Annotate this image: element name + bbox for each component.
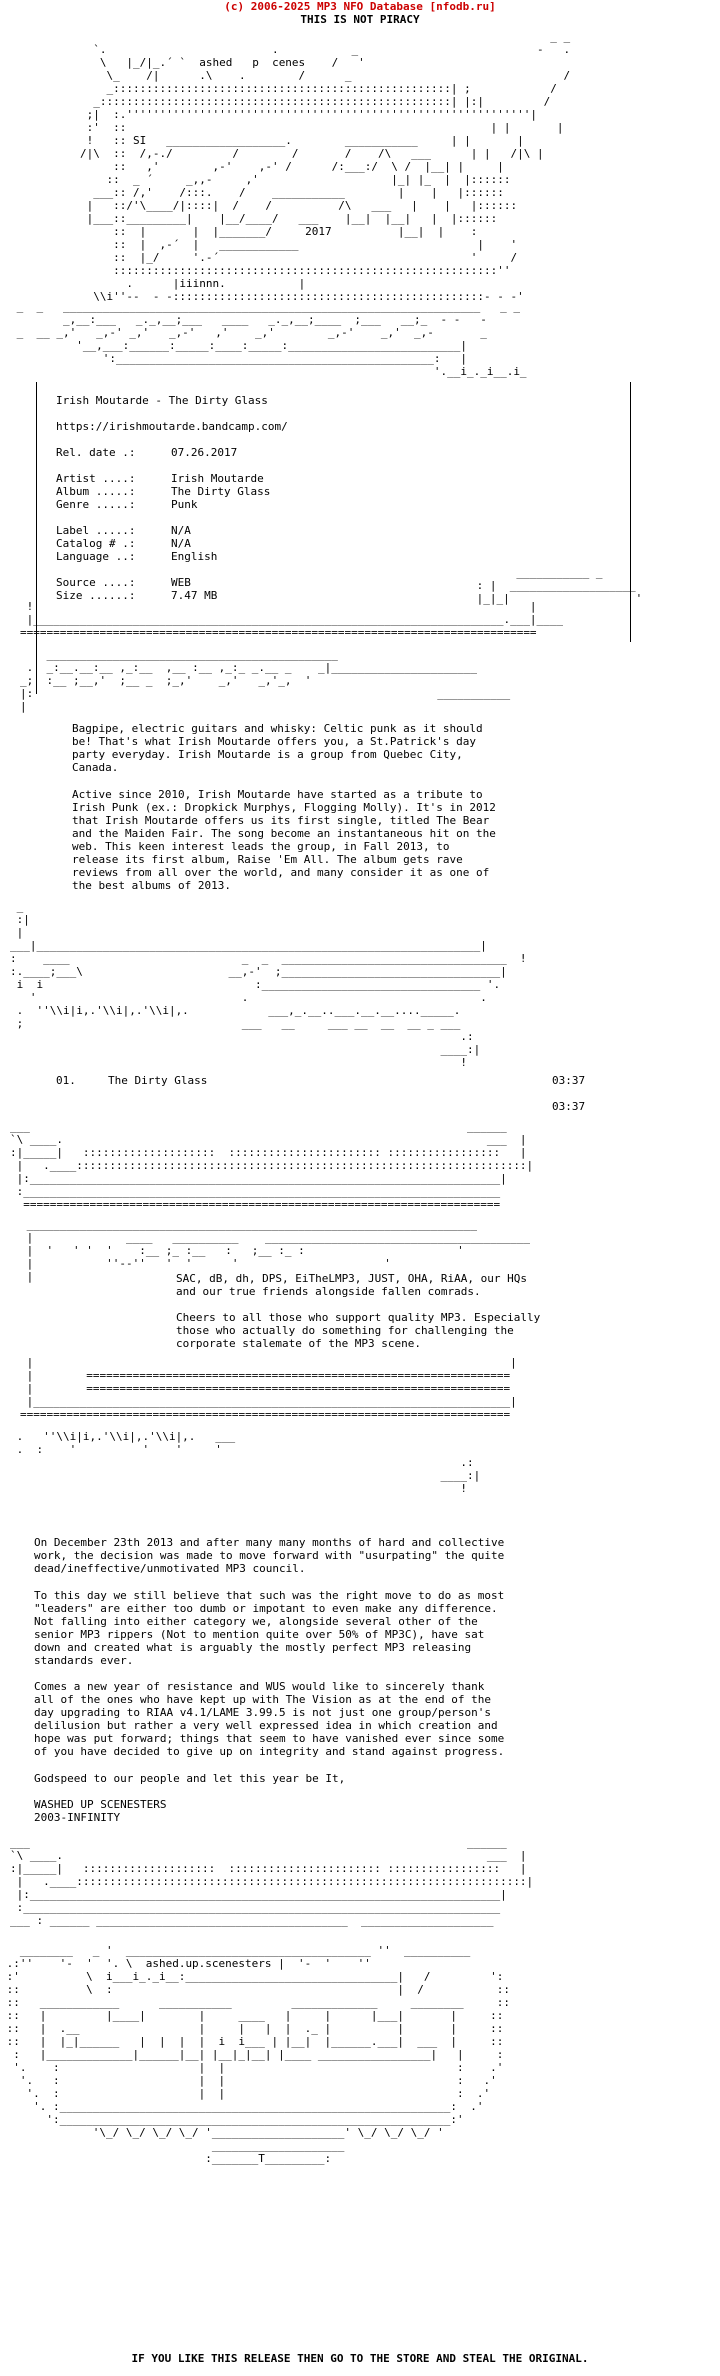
total-time: 03:37 xyxy=(552,1100,586,1113)
track-number: 01. xyxy=(56,1074,76,1087)
copyright-banner: (c) 2006-2025 MP3 NFO Database [nfodb.ru] xyxy=(224,0,496,13)
signature-group: WASHED UP SCENESTERS xyxy=(34,1798,167,1811)
source-value: WEB xyxy=(171,576,191,589)
description-banner-art: ____________________________________________ . _:__.__:__ ,_:__ ,__ :__ ,_:_ _.__ _ _|______________________ _; :__ ;__,' ;__ _ ;_,' _,' _,'_, ' |: ___________ | xyxy=(20,648,511,713)
info-box-bottom-art: ! | |_______________________________________________________________________.___|____ ============================================================================== xyxy=(20,600,564,639)
bottom-logo-letter: T xyxy=(258,2152,265,2165)
artist-row xyxy=(56,472,264,485)
piracy-notice: THIS IS NOT PIRACY xyxy=(300,13,420,26)
signature-years: 2003-INFINITY xyxy=(34,1811,121,1824)
artist-value: Irish Moutarde xyxy=(171,472,264,485)
top-logo-art: _ _ `. . _ - . \ |_/|_.´ ` ashed p cenes / ' \_ /| .\ . / _ / _:::::::::::::::::::::::::::::::::::::::::::::::::::| ; / _:::::::::::::::::::::::::::::::::::::::::::::::::::::| |:| / ;| :.'''''''''''''''''''''''''''''''''''''''''''''''''''''''''''''| :' :: | | | ! :: SI __________________. ___________ | | | /|\ :: /,-./ / / / /\ ___ | | /|\ | :: ,' ,-' ,-' / /:___:/ \ / |__| | | :: _ ´ _,,- ,' |_| |_ | |:::::: ___:: /,' /:::. / ___________ | | |:::::: | ::/'\____/|::::| / / /\ ___ | | |:::::: |___::_________| |__/____/ ___ |__| |__| | |:::::: :: | | |_______/ 2017 |__| | : :: | ,-´ | ____________ | ' :: |_/ '.-´ ' / ::::::::::::::::::::::::::::::::::::::::::::::::::::::::::'' . |iiinnn. | \\i''-- - -:::::::::::::::::::::::::::::::::::::::::::::::- - -' xyxy=(80,30,571,303)
label-value: N/A xyxy=(171,524,191,537)
logo-banner: ashed p cenes xyxy=(199,56,306,69)
manifesto-bottom-art: ___ ______ `\ ____. ___ | :|_____| :::::::::::::::::::: ::::::::::::::::::::::: ::::::::::::::::: | | .____::::::::::::::::::::::::::::::::::::::::::::::::::::::::::::::::::::| |:_______________________________________________________________________| :________________________________________________________________________ ___ : ______ ______________________________________ ____________________ xyxy=(10,1836,534,1927)
genre-value: Punk xyxy=(171,498,198,511)
description-paragraph-2: Active since 2010, Irish Moutarde have started as a tribute to Irish Punk (ex.: Dropkick Murphys, Flogging Molly). It's in 2012 that Irish Moutarde offers us its first single, titled The Bear and the Maiden Fair. The song become an instantaneous hit on the web. This keen interest leads the group, in Fall 2013, to release its first album, Raise 'Em All. The album gets rave reviews from all over the world, and many consider it as one of the best albums of 2013. xyxy=(72,788,496,892)
bottom-logo-art: ________ _ ' _____________________________________ '' __________ .:'' '- ' '. \ ashed.up.scenesters | '- ' '' :' \ i___i_._i__:________________________________| / ': :: \ : | / :: :: ____________ ___________ _____________ ________ :: :: | |____| | ____ | | |___| | :: :: | .__ | | | | ._ | | | :: :: | |_|______ | | | | i i___ | |__| |______.___| ___ | :: : |_____________|______|__| |__|_|__| |____ _________________| | : '. : | | : .' '. : | | : .' '. : | | : .' '. :___________________________________________________________: .' ':___________________________________________________________:' '\_/ \_/ \_/ \_/ '____________________' \_/ \_/ \_/ ' ____________________ :_______T_________: xyxy=(6,1944,510,2165)
release-url[interactable]: https://irishmoutarde.bandcamp.com/ xyxy=(56,420,288,433)
track-time: 03:37 xyxy=(552,1074,586,1087)
description-paragraph-1: Bagpipe, electric guitars and whisky: Celtic punk as it should be! That's what Irish Moutarde offers you, a St.Patrick's day party everyday. Irish Moutarde is a group from Quebec City, Canada. xyxy=(72,722,483,774)
size-label: Size ......: xyxy=(56,589,136,602)
label-label: Label .....: xyxy=(56,524,136,537)
rel-date-row xyxy=(56,446,237,459)
catalog-value: N/A xyxy=(171,537,191,550)
info-box-corner-art: ___________ _ : | ___________________ |_|_| ' xyxy=(476,566,643,605)
greets-paragraph-2: Cheers to all those who support quality MP3. Especially those who actually do something for challenging the corporate stalemate of the MP3 scene. xyxy=(176,1311,541,1350)
genre-label: Genre .....: xyxy=(56,498,136,511)
source-label: Source ....: xyxy=(56,576,136,589)
description-bottom-art: _ :| | ___|___________________________________________________________________| : ____ _ _ __________________________________ ! :.____;___\ __,-' ;_________________________________| i i :_________________________________ '. ' . . . ''\\i|i,.'\\i|,.'\\i|,. ___,_.__..___.__.__...._____. ; ___ __ ___ __ __ __ _ ___ .: ____:| ! xyxy=(10,900,527,1069)
language-row xyxy=(56,550,217,563)
release-title: Irish Moutarde - The Dirty Glass xyxy=(56,394,268,407)
greets-banner-art: ____________________________________________________________________ | ____ __________ ________________________________________ | ' ' ' ' :__ ;_ :__ : ;__ :_ : ' | ''--'' ' ' ' ' | xyxy=(26,1218,530,1283)
rel-date-label: Rel. date .: xyxy=(56,446,136,459)
manifesto-paragraph-4: Godspeed to our people and let this year be It, xyxy=(34,1772,346,1785)
source-row xyxy=(56,576,191,589)
track-title: The Dirty Glass xyxy=(108,1074,208,1087)
artist-label: Artist ....: xyxy=(56,472,136,485)
album-value: The Dirty Glass xyxy=(171,485,271,498)
logo-year: 2017 xyxy=(305,225,332,238)
album-row xyxy=(56,485,270,498)
release-banner-art: _ _ _______________________________________________________________ _ _ _,__:___ _._,__;___ ____ _._,__;____ ;___ __;_ - - - _ __ _,' _,-' _,' _,-' ,' _,' _,-' _,' _,- _ '__,___:______:_____:____:_____:__________________________| ':________________________________________________: | '.__i_._i__.i_ xyxy=(16,300,527,378)
catalog-label: Catalog # .: xyxy=(56,537,136,550)
rel-date-value: 07.26.2017 xyxy=(171,446,238,459)
genre-row xyxy=(56,498,198,511)
tracklist-bottom-art: ___ ______ `\ ____. ___ | :|_____| :::::::::::::::::::: ::::::::::::::::::::::: ::::::::::::::::: | | .____::::::::::::::::::::::::::::::::::::::::::::::::::::::::::::::::::::| |:_______________________________________________________________________| :________________________________________________________________________ ======================================================================== xyxy=(10,1120,534,1211)
language-value: English xyxy=(171,550,218,563)
greets-bottom-art: | | | ================================================================ | ================================================================ |________________________________________________________________________| ========================================================================== xyxy=(20,1356,517,1421)
size-value: 7.47 MB xyxy=(171,589,218,602)
manifesto-paragraph-3: Comes a new year of resistance and WUS would like to sincerely thank all of the ones who have kept up with The Vision as at the end of the day upgrading to RIAA v4.1/LAME 3.99.5 is not just one group/person's delilusion but rather a very well expressed idea in which creation and hope was put forward; things that seem to have vanished ever since some of you have decided to give up on integrity and stand against progress. xyxy=(34,1680,505,1758)
manifesto-paragraph-2: To this day we still believe that such was the right move to do as most "leaders" are either too dumb or impotant to even make any difference. Not falling into either category we, alongside several other of the senior MP3 rippers (Not to mention quite over 50% of MP3C), have sat down and created what is arguably the mostly perfect MP3 releasing standards ever. xyxy=(34,1589,505,1667)
track-row-1 xyxy=(56,1074,207,1087)
album-label: Album .....: xyxy=(56,485,136,498)
label-row xyxy=(56,524,191,537)
logo-tag: iiinnn xyxy=(179,277,220,290)
language-label: Language ..: xyxy=(56,550,136,563)
bottom-logo-banner: ashed.up.scenesters xyxy=(145,1957,272,1970)
footer-message: IF YOU LIKE THIS RELEASE THEN GO TO THE STORE AND STEAL THE ORIGINAL. xyxy=(131,2352,589,2365)
greets-paragraph-1: SAC, dB, dh, DPS, EiTheLMP3, JUST, OHA, RiAA, our HQs and our true friends alongside fallen comrads. xyxy=(176,1272,527,1298)
manifesto-banner-art: . ''\\i|i,.'\\i|,.'\\i|,. ___ . : ' ' ' ' .: ____:| ! xyxy=(16,1430,481,1495)
manifesto-paragraph-1: On December 23th 2013 and after many many months of hard and collective work, the decision was made to move forward with "usurpating" the quite dead/ineffective/unmotivated MP3 council. xyxy=(34,1536,505,1575)
logo-sticker: SI xyxy=(132,134,147,147)
catalog-row xyxy=(56,537,191,550)
